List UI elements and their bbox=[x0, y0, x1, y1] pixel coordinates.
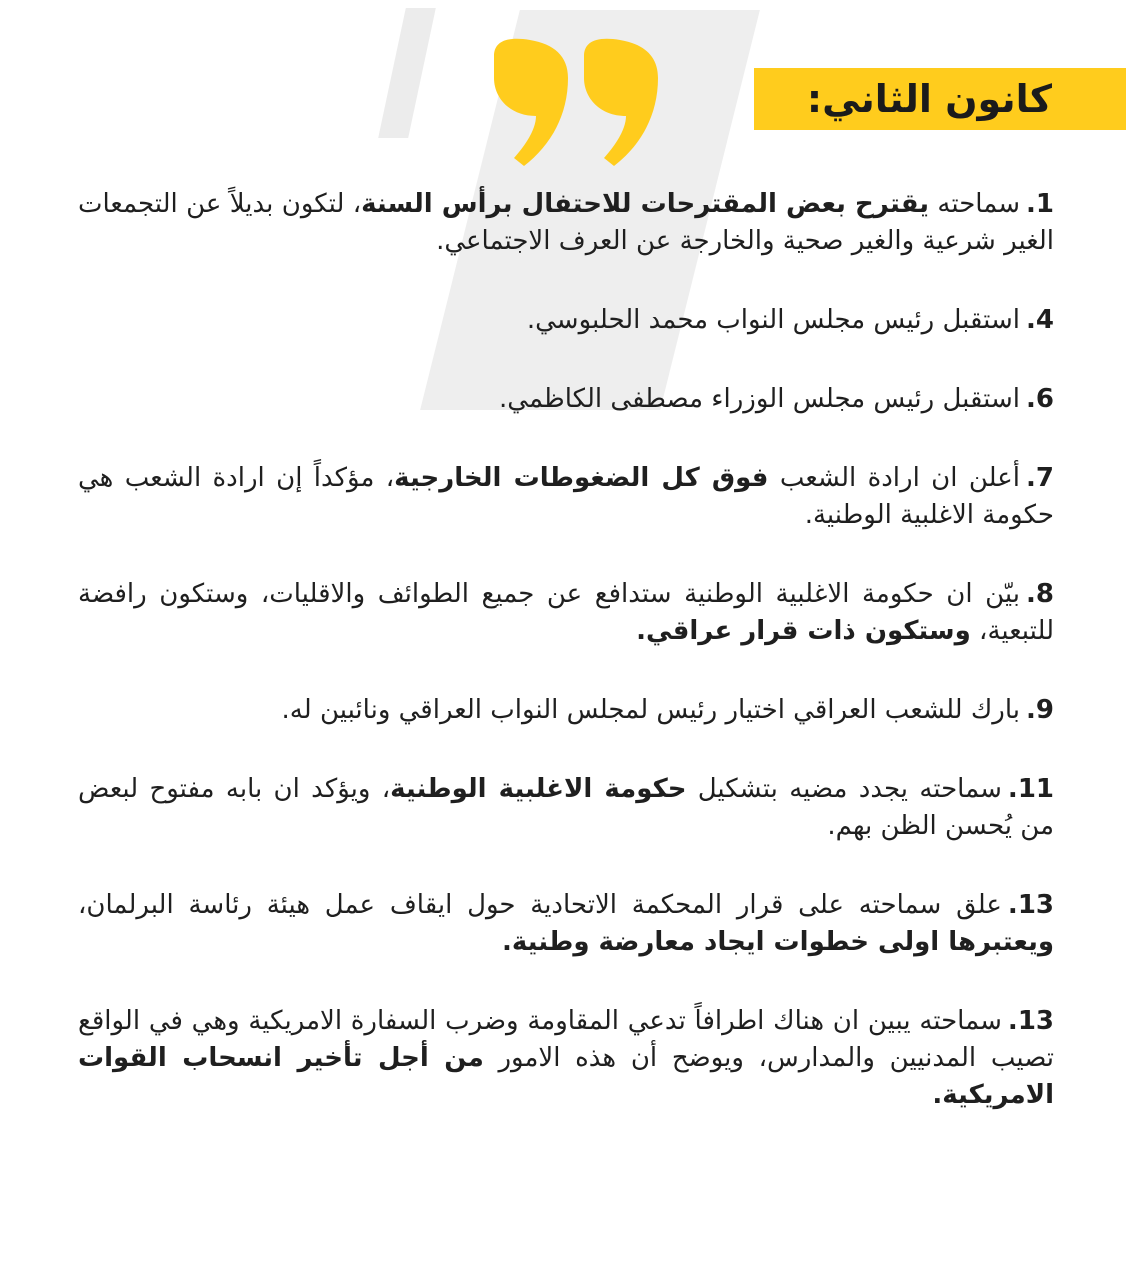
item-text: سماحته يجدد مضيه بتشكيل bbox=[686, 774, 1002, 804]
item-text-bold: حكومة الاغلبية الوطنية bbox=[390, 774, 687, 804]
quote-mark-icon bbox=[488, 38, 663, 173]
item-text-bold: من أجل تأخير انسحاب القوات الامريكية. bbox=[78, 1043, 1054, 1110]
item-text: بارك للشعب العراقي اختيار رئيس لمجلس النواب العراقي ونائبين له. bbox=[281, 695, 1021, 725]
item-text-bold: وستكون ذات قرار عراقي. bbox=[636, 616, 971, 646]
item-text: استقبل رئيس مجلس الوزراء مصطفى الكاظمي. bbox=[499, 384, 1021, 414]
item-number: 7. bbox=[1026, 463, 1054, 493]
item-text: أعلن ان ارادة الشعب bbox=[768, 463, 1021, 493]
list-item bbox=[78, 576, 1054, 650]
list-item bbox=[78, 186, 1054, 260]
list-item bbox=[78, 302, 1054, 339]
item-text-bold: فوق كل الضغوطات الخارجية bbox=[394, 463, 769, 493]
item-number: 13. bbox=[1007, 1006, 1054, 1036]
item-number: 4. bbox=[1026, 305, 1054, 335]
list-item bbox=[78, 887, 1054, 961]
background-stripe-thin bbox=[378, 8, 436, 138]
page-title: كانون الثاني: bbox=[806, 77, 1052, 121]
item-text-bold: يقترح بعض المقترحات للاحتفال برأس السنة bbox=[361, 189, 930, 219]
item-text: استقبل رئيس مجلس النواب محمد الحلبوسي. bbox=[526, 305, 1021, 335]
list-item bbox=[78, 1003, 1054, 1114]
item-text: ، مؤكداً إن ارادة الشعب هي حكومة الاغلبية الوطنية. bbox=[78, 463, 1054, 530]
item-number: 11. bbox=[1007, 774, 1054, 804]
item-number: 9. bbox=[1026, 695, 1054, 725]
item-text-bold: ويعتبرها اولى خطوات ايجاد معارضة وطنية. bbox=[501, 927, 1054, 957]
list-item bbox=[78, 381, 1054, 418]
item-text: سماحته يبين ان هناك اطرافاً تدعي المقاومة وضرب السفارة الامريكية وهي في الواقع تصيب المدنيين والمدارس، ويوضح أن هذه الامور bbox=[78, 1006, 1054, 1073]
list-item bbox=[78, 771, 1054, 845]
item-text: بيّن ان حكومة الاغلبية الوطنية ستدافع عن جميع الطوائف والاقليات، وستكون رافضة للتبعية، bbox=[78, 579, 1054, 646]
list-item bbox=[78, 692, 1054, 729]
item-text: علق سماحته على قرار المحكمة الاتحادية حول ايقاف عمل هيئة رئاسة البرلمان، bbox=[78, 890, 1002, 920]
item-number: 1. bbox=[1026, 189, 1054, 219]
list-item bbox=[78, 460, 1054, 534]
item-text: ، ويؤكد ان بابه مفتوح لبعض من يُحسن الظن بهم. bbox=[78, 774, 1054, 841]
item-number: 6. bbox=[1026, 384, 1054, 414]
news-list bbox=[78, 186, 1054, 1156]
item-text: ، لتكون بديلاً عن التجمعات الغير شرعية والغير صحية والخارجة عن العرف الاجتماعي. bbox=[78, 189, 1054, 256]
title-banner bbox=[754, 68, 1126, 130]
item-text: سماحته bbox=[929, 189, 1021, 219]
item-number: 8. bbox=[1026, 579, 1054, 609]
item-number: 13. bbox=[1007, 890, 1054, 920]
